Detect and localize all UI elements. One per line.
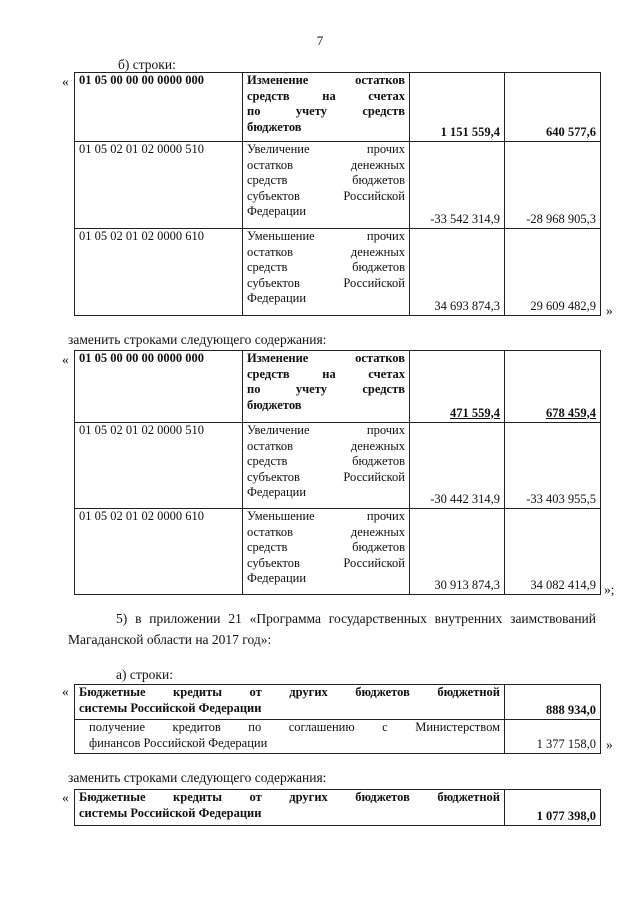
section-a-heading: а) строки:	[116, 667, 173, 682]
row-description: Уменьшение прочих остатков денежных средств бюджетов субъектов Российской Федерации	[243, 229, 410, 316]
budget-code: 01 05 02 01 02 0000 510	[75, 423, 243, 509]
table-replace-2	[74, 789, 601, 826]
value-2018: 678 459,4	[505, 351, 601, 423]
table-section-b	[74, 72, 601, 316]
page-number: 7	[316, 33, 324, 48]
value-2017: 471 559,4	[410, 351, 505, 423]
paragraph-5-line-2: Магаданской области на 2017 год»:	[68, 632, 272, 647]
row-description: получение кредитов по соглашению с Министерством финансов Российской Федерации	[75, 720, 505, 754]
table-replace-1	[74, 350, 601, 595]
budget-code: 01 05 00 00 00 0000 000	[75, 351, 243, 423]
open-quote: «	[62, 352, 69, 367]
value-2018: 34 082 414,9	[505, 509, 601, 595]
budget-code: 01 05 00 00 00 0000 000	[75, 73, 243, 142]
table-row	[75, 509, 601, 595]
value-2017: 30 913 874,3	[410, 509, 505, 595]
row-description: Бюджетные кредиты от других бюджетов бюджетной системы Российской Федерации	[75, 790, 505, 826]
row-description: Увеличение прочих остатков денежных средств бюджетов субъектов Российской Федерации	[243, 142, 410, 229]
value-2018: -33 403 955,5	[505, 423, 601, 509]
section-b-heading: б) строки:	[118, 57, 176, 72]
table-row	[75, 351, 601, 423]
table-row	[75, 720, 601, 754]
row-description: Бюджетные кредиты от других бюджетов бюджетной системы Российской Федерации	[75, 685, 505, 720]
row-description: Уменьшение прочих остатков денежных средств бюджетов субъектов Российской Федерации	[243, 509, 410, 595]
open-quote: «	[62, 684, 69, 699]
table-row	[75, 142, 601, 229]
open-quote: «	[62, 790, 69, 805]
value-2018: -28 968 905,3	[505, 142, 601, 229]
table-row	[75, 73, 601, 142]
row-description: Изменение остатков средств на счетах по учету средств бюджетов	[243, 73, 410, 142]
value-2017: 1 151 559,4	[410, 73, 505, 142]
row-value: 888 934,0	[505, 685, 601, 720]
budget-code: 01 05 02 01 02 0000 610	[75, 229, 243, 316]
close-quote: »	[606, 303, 613, 318]
close-quote: »	[606, 737, 613, 752]
row-description: Увеличение прочих остатков денежных средств бюджетов субъектов Российской Федерации	[243, 423, 410, 509]
value-2017: 34 693 874,3	[410, 229, 505, 316]
value-2017: -30 442 314,9	[410, 423, 505, 509]
open-quote: «	[62, 74, 69, 89]
row-description: Изменение остатков средств на счетах по учету средств бюджетов	[243, 351, 410, 423]
budget-code: 01 05 02 01 02 0000 610	[75, 509, 243, 595]
paragraph-5-line-1: 5) в приложении 21 «Программа государственных внутренних заимствований	[116, 611, 596, 626]
row-value: 1 077 398,0	[505, 790, 601, 826]
table-row	[75, 790, 601, 826]
value-2017: -33 542 314,9	[410, 142, 505, 229]
row-value: 1 377 158,0	[505, 720, 601, 754]
close-quote: »;	[604, 582, 615, 597]
replace-heading: заменить строками следующего содержания:	[68, 332, 327, 347]
table-row	[75, 229, 601, 316]
value-2018: 640 577,6	[505, 73, 601, 142]
value-2018: 29 609 482,9	[505, 229, 601, 316]
budget-code: 01 05 02 01 02 0000 510	[75, 142, 243, 229]
table-row	[75, 423, 601, 509]
replace-heading: заменить строками следующего содержания:	[68, 770, 327, 785]
table-row	[75, 685, 601, 720]
table-section-a	[74, 684, 601, 754]
